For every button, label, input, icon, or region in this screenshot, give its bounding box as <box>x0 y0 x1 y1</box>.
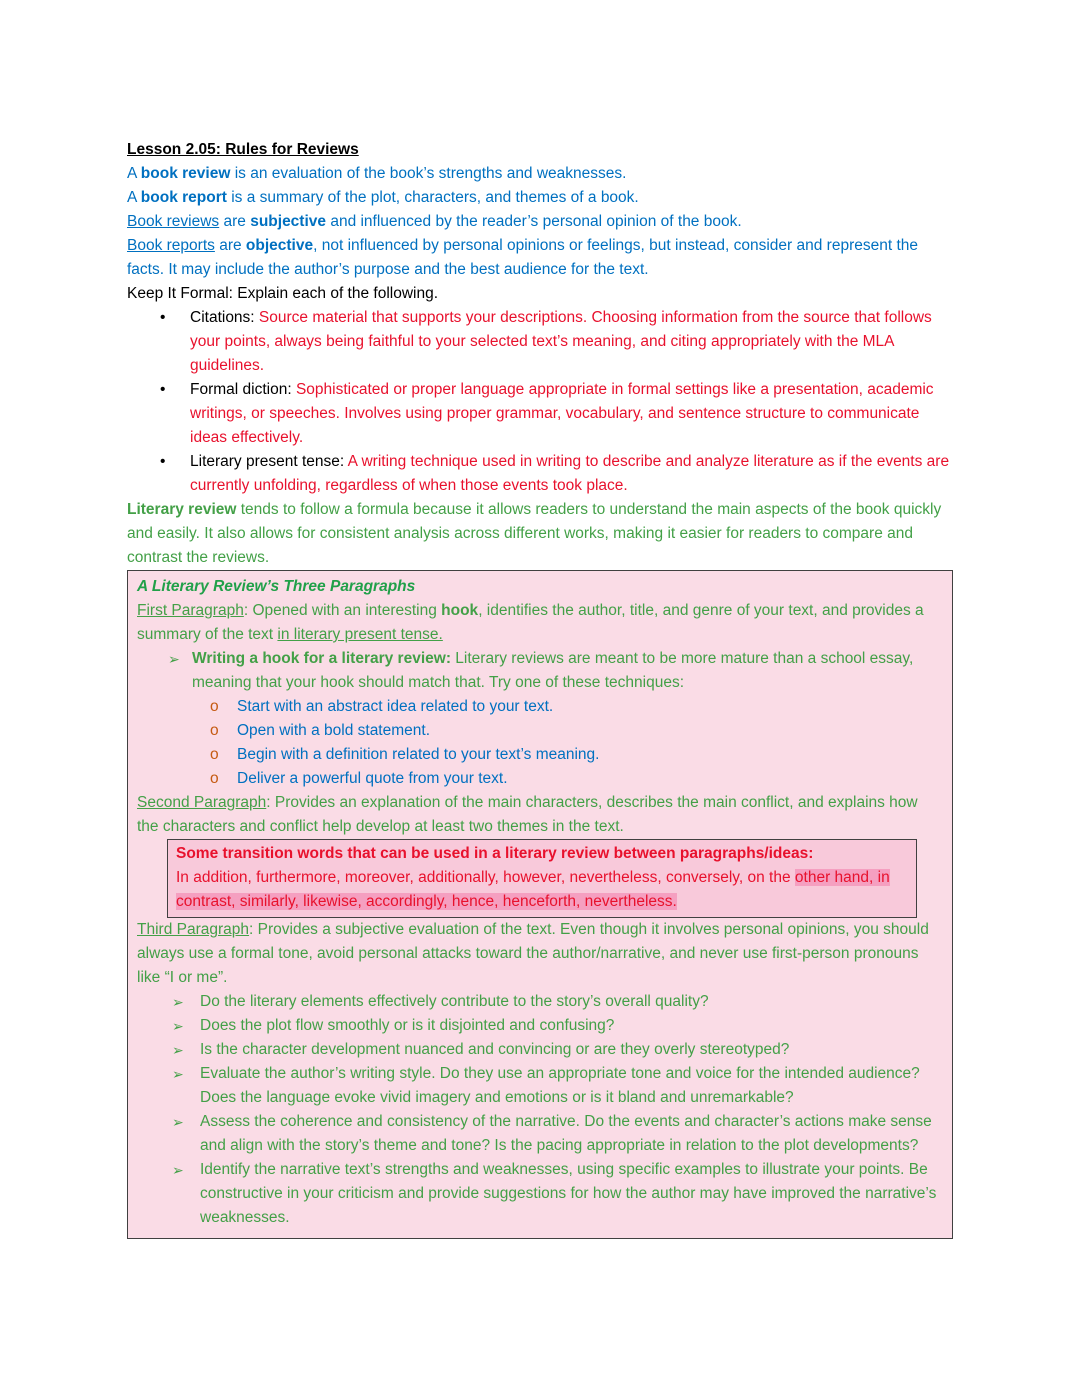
bullet-label: Literary present tense: <box>190 453 348 470</box>
text-run-underline: Third Paragraph <box>137 921 250 938</box>
statement-book-reviews-subjective <box>127 210 953 234</box>
technique-text: Open with a bold statement. <box>237 722 431 739</box>
question-text: Assess the coherence and consistency of the narrative. Do the events and character’s actions make sense and align with the story’s theme and tone? Is the pacing appropriate in relation to the plot developments? <box>200 1113 932 1154</box>
text-run: Literary reviews are meant to be more mature than a school essay, meaning that your hook should match that. Try one of these techniques: <box>192 650 914 691</box>
text-run-bold: subjective <box>250 213 327 230</box>
technique-item <box>137 719 943 743</box>
text-run-underline: Second Paragraph <box>137 794 267 811</box>
text-run-bold: Literary review <box>127 501 237 518</box>
text-run: and influenced by the reader’s personal opinion of the book. <box>326 213 742 230</box>
bullet-definition: Sophisticated or proper language appropriate in formal settings like a presentation, academic writings, or speeches. Involves using proper grammar, vocabulary, and sentence structure to communicate ideas effectively. <box>190 381 934 446</box>
text-run-bold: objective <box>245 237 314 254</box>
circle-bullet-icon: o <box>210 698 219 715</box>
arrow-bullet-icon: ➢ <box>172 994 184 1010</box>
technique-text: Deliver a powerful quote from your text. <box>237 770 508 787</box>
review-structure-box <box>127 570 953 1239</box>
text-run: , not influenced by personal opinions or feelings, but instead, consider and represent the facts. It may include the author’s purpose and the best audience for the text. <box>127 237 919 278</box>
circle-bullet-icon: o <box>210 746 219 763</box>
literary-review-paragraph <box>127 498 953 570</box>
box-heading: A Literary Review’s Three Paragraphs <box>137 578 416 595</box>
question-item <box>137 1062 943 1110</box>
transition-words-heading: Some transition words that can be used in a literary review between paragraphs/ideas: <box>176 845 814 862</box>
bullet-definition: A writing technique used in writing to describe and analyze literature as if the events are currently unfolding, regardless of when those events took place. <box>190 453 950 494</box>
technique-item <box>137 743 943 767</box>
bullet-icon: • <box>160 381 166 398</box>
text-run: A <box>127 189 141 206</box>
circle-bullet-icon: o <box>210 770 219 787</box>
bullet-label: Formal diction: <box>190 381 296 398</box>
question-text: Evaluate the author’s writing style. Do they use an appropriate tone and voice for the intended audience? Does the language evoke vivid imagery and emotions or is it bland and unremarkable? <box>200 1065 920 1106</box>
keep-it-formal-heading: Keep It Formal: Explain each of the following. <box>127 285 439 302</box>
transition-words-list <box>176 866 908 914</box>
definition-book-review <box>127 162 953 186</box>
question-item <box>137 1110 943 1158</box>
bullet-text <box>190 306 953 378</box>
text-run: In addition, furthermore, moreover, additionally, however, nevertheless, conversely, on the <box>176 869 795 886</box>
question-text: Does the plot flow smoothly or is it disjointed and confusing? <box>200 1017 615 1034</box>
hook-tip-item <box>137 647 943 695</box>
question-text: Do the literary elements effectively contribute to the story’s overall quality? <box>200 993 709 1010</box>
bullet-icon: • <box>160 453 166 470</box>
bullet-text <box>190 378 953 450</box>
circle-bullet-icon: o <box>210 722 219 739</box>
bullet-definition: Source material that supports your descriptions. Choosing information from the source that follows your points, always being faithful to your selected text’s meaning, and citing appropriately with the MLA guidelines. <box>190 309 932 374</box>
technique-item <box>137 767 943 791</box>
bullet-text <box>190 450 953 498</box>
bullet-item-formal-diction <box>127 378 953 450</box>
highlighted-text-run: other hand, in contrast, similarly, likewise, accordingly, hence, henceforth, nevertheless. <box>176 869 890 910</box>
arrow-bullet-icon: ➢ <box>172 1042 184 1058</box>
arrow-bullet-icon: ➢ <box>172 1162 184 1178</box>
bullet-icon: • <box>160 309 166 326</box>
question-item <box>137 1038 943 1062</box>
arrow-bullet-icon: ➢ <box>168 651 180 667</box>
text-run: : Opened with an interesting <box>243 602 442 619</box>
transition-words-box <box>167 839 917 918</box>
question-item <box>137 990 943 1014</box>
arrow-bullet-icon: ➢ <box>172 1066 184 1082</box>
technique-item <box>137 695 943 719</box>
text-run: : Provides a subjective evaluation of the text. Even though it involves personal opinions, you should always use a formal tone, avoid personal attacks toward the author/narrative, and never use first-person pronouns like “I or me”. <box>137 921 929 986</box>
text-run-bold: book review <box>140 165 231 182</box>
text-run: A <box>127 165 141 182</box>
text-run: is an evaluation of the book’s strengths and weaknesses. <box>230 165 627 182</box>
text-run-underline: in literary present tense. <box>277 626 443 643</box>
text-run-underline: Book reviews <box>127 213 220 230</box>
technique-text: Start with an abstract idea related to your text. <box>237 698 554 715</box>
text-run-underline: First Paragraph <box>137 602 244 619</box>
text-run-bold: hook <box>441 602 479 619</box>
hook-tip-text <box>192 647 943 695</box>
text-run-underline: Book reports <box>127 237 215 254</box>
second-paragraph-description <box>137 791 943 839</box>
question-text: Is the character development nuanced and convincing or are they overly stereotyped? <box>200 1041 790 1058</box>
text-run: is a summary of the plot, characters, and themes of a book. <box>226 189 639 206</box>
text-run: tends to follow a formula because it allows readers to understand the main aspects of the book quickly and easily. It also allows for consistent analysis across different works, making it easier for readers to compare and contrast the reviews. <box>127 501 942 566</box>
bullet-label: Citations: <box>190 309 259 326</box>
third-paragraph-description <box>137 918 943 990</box>
question-text: Identify the narrative text’s strengths and weaknesses, using specific examples to illustrate your points. Be constructive in your criticism and provide suggestions for how the author may have improved the narrative’s weaknesses. <box>200 1161 937 1226</box>
page-title: Lesson 2.05: Rules for Reviews <box>127 141 359 158</box>
text-run-bold: Writing a hook for a literary review: <box>192 650 451 667</box>
statement-book-reports-objective <box>127 234 953 282</box>
technique-text: Begin with a definition related to your text’s meaning. <box>237 746 600 763</box>
question-item <box>137 1014 943 1038</box>
text-run-bold: book report <box>140 189 227 206</box>
question-item <box>137 1158 943 1230</box>
arrow-bullet-icon: ➢ <box>172 1018 184 1034</box>
definition-book-report <box>127 186 953 210</box>
text-run: , identifies the author, title, and genre of your text, and provides a summary of the text <box>137 602 924 643</box>
text-run: : Provides an explanation of the main characters, describes the main conflict, and explains how the characters and conflict help develop at least two themes in the text. <box>137 794 918 835</box>
arrow-bullet-icon: ➢ <box>172 1114 184 1130</box>
bullet-item-citations <box>127 306 953 378</box>
text-run: are <box>214 237 246 254</box>
text-run: are <box>219 213 251 230</box>
first-paragraph-description <box>137 599 943 647</box>
bullet-item-literary-present-tense <box>127 450 953 498</box>
